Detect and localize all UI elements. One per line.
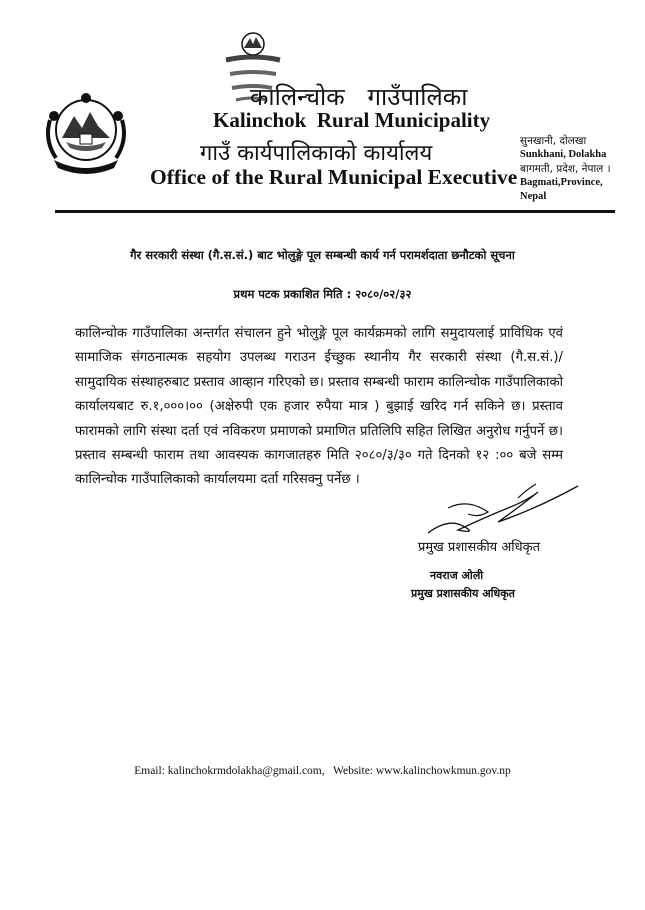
signatory-name: नवराज ओली (430, 569, 484, 582)
municipality-title-nepali: कालिन्चोक गाउँपालिका (250, 83, 468, 111)
header-divider (55, 210, 615, 213)
address-line: बागमती, प्रदेश, नेपाल । (520, 163, 611, 175)
signatory-title: प्रमुख प्रशासकीय अधिकृत (418, 540, 541, 555)
address-line: Bagmati,Province, (520, 177, 603, 188)
published-date: प्रथम पटक प्रकाशित मिति : २०८०/०२/३२ (233, 287, 412, 301)
address-line: सुनखानी, दोलखा (520, 135, 587, 147)
notice-body: कालिन्चोक गाउँपालिका अन्तर्गत संचालन हुने भोलुङ्गे पूल कार्यक्रमको लागि समुदायलाई प्राविधिक एवं सामाजिक संगठनात्मक सहयोग उपलब्ध गराउन ईच्छुक स्थानीय गैर सरकारी संस्था (गै.स.सं.)/सामुदायिक संस्थाहरुबाट प्रस्ताव आव्हान गरिएको छ। प्रस्ताव सम्बन्धी फाराम कालिन्चोक गाउँपालिकाको कार्यालयबाट रु.१,०००।०० (अक्षेरुपी एक हजार रुपैया मात्र ) बुझाई खरिद गर्न सकिने छ। प्रस्ताव फारामको लागि संस्था दर्ता एवं नविकरण प्रमाणको प्रमाणित प्रतिलिपि सहित लिखित अनुरोध गर्नुपर्ने छ। प्रस्ताव सम्बन्धी फाराम तथा आवस्यक कागजातहरु मिति २०८०/३/३० गते दिनको १२ :०० बजे सम्म कालिन्चोक गाउँपालिकाको कार्यालयमा दर्ता गरिसक्नु पर्नेछ । (75, 326, 563, 488)
office-address (520, 134, 611, 204)
office-title-nepali: गाउँ कार्यपालिकाको कार्यालय (200, 141, 433, 166)
municipality-title-english: Kalinchok Rural Municipality (213, 108, 491, 132)
notice-subject: गैर सरकारी संस्था (गै.स.सं.) बाट भोलुङ्गे पूल सम्बन्धी कार्य गर्न परामर्शदाता छनौटको सूचना (130, 248, 515, 262)
address-line: Sunkhani, Dolakha (520, 149, 607, 160)
signature-icon (418, 478, 583, 540)
signatory-designation: प्रमुख प्रशासकीय अधिकृत (411, 587, 515, 600)
nepal-emblem-icon (40, 90, 132, 176)
address-line: Nepal (520, 191, 547, 202)
office-title-english: Office of the Rural Municipal Executive (150, 165, 518, 189)
contact-footer: Email: kalinchokrmdolakha@gmail.com, Website: www.kalinchowkmun.gov.np (134, 765, 511, 777)
